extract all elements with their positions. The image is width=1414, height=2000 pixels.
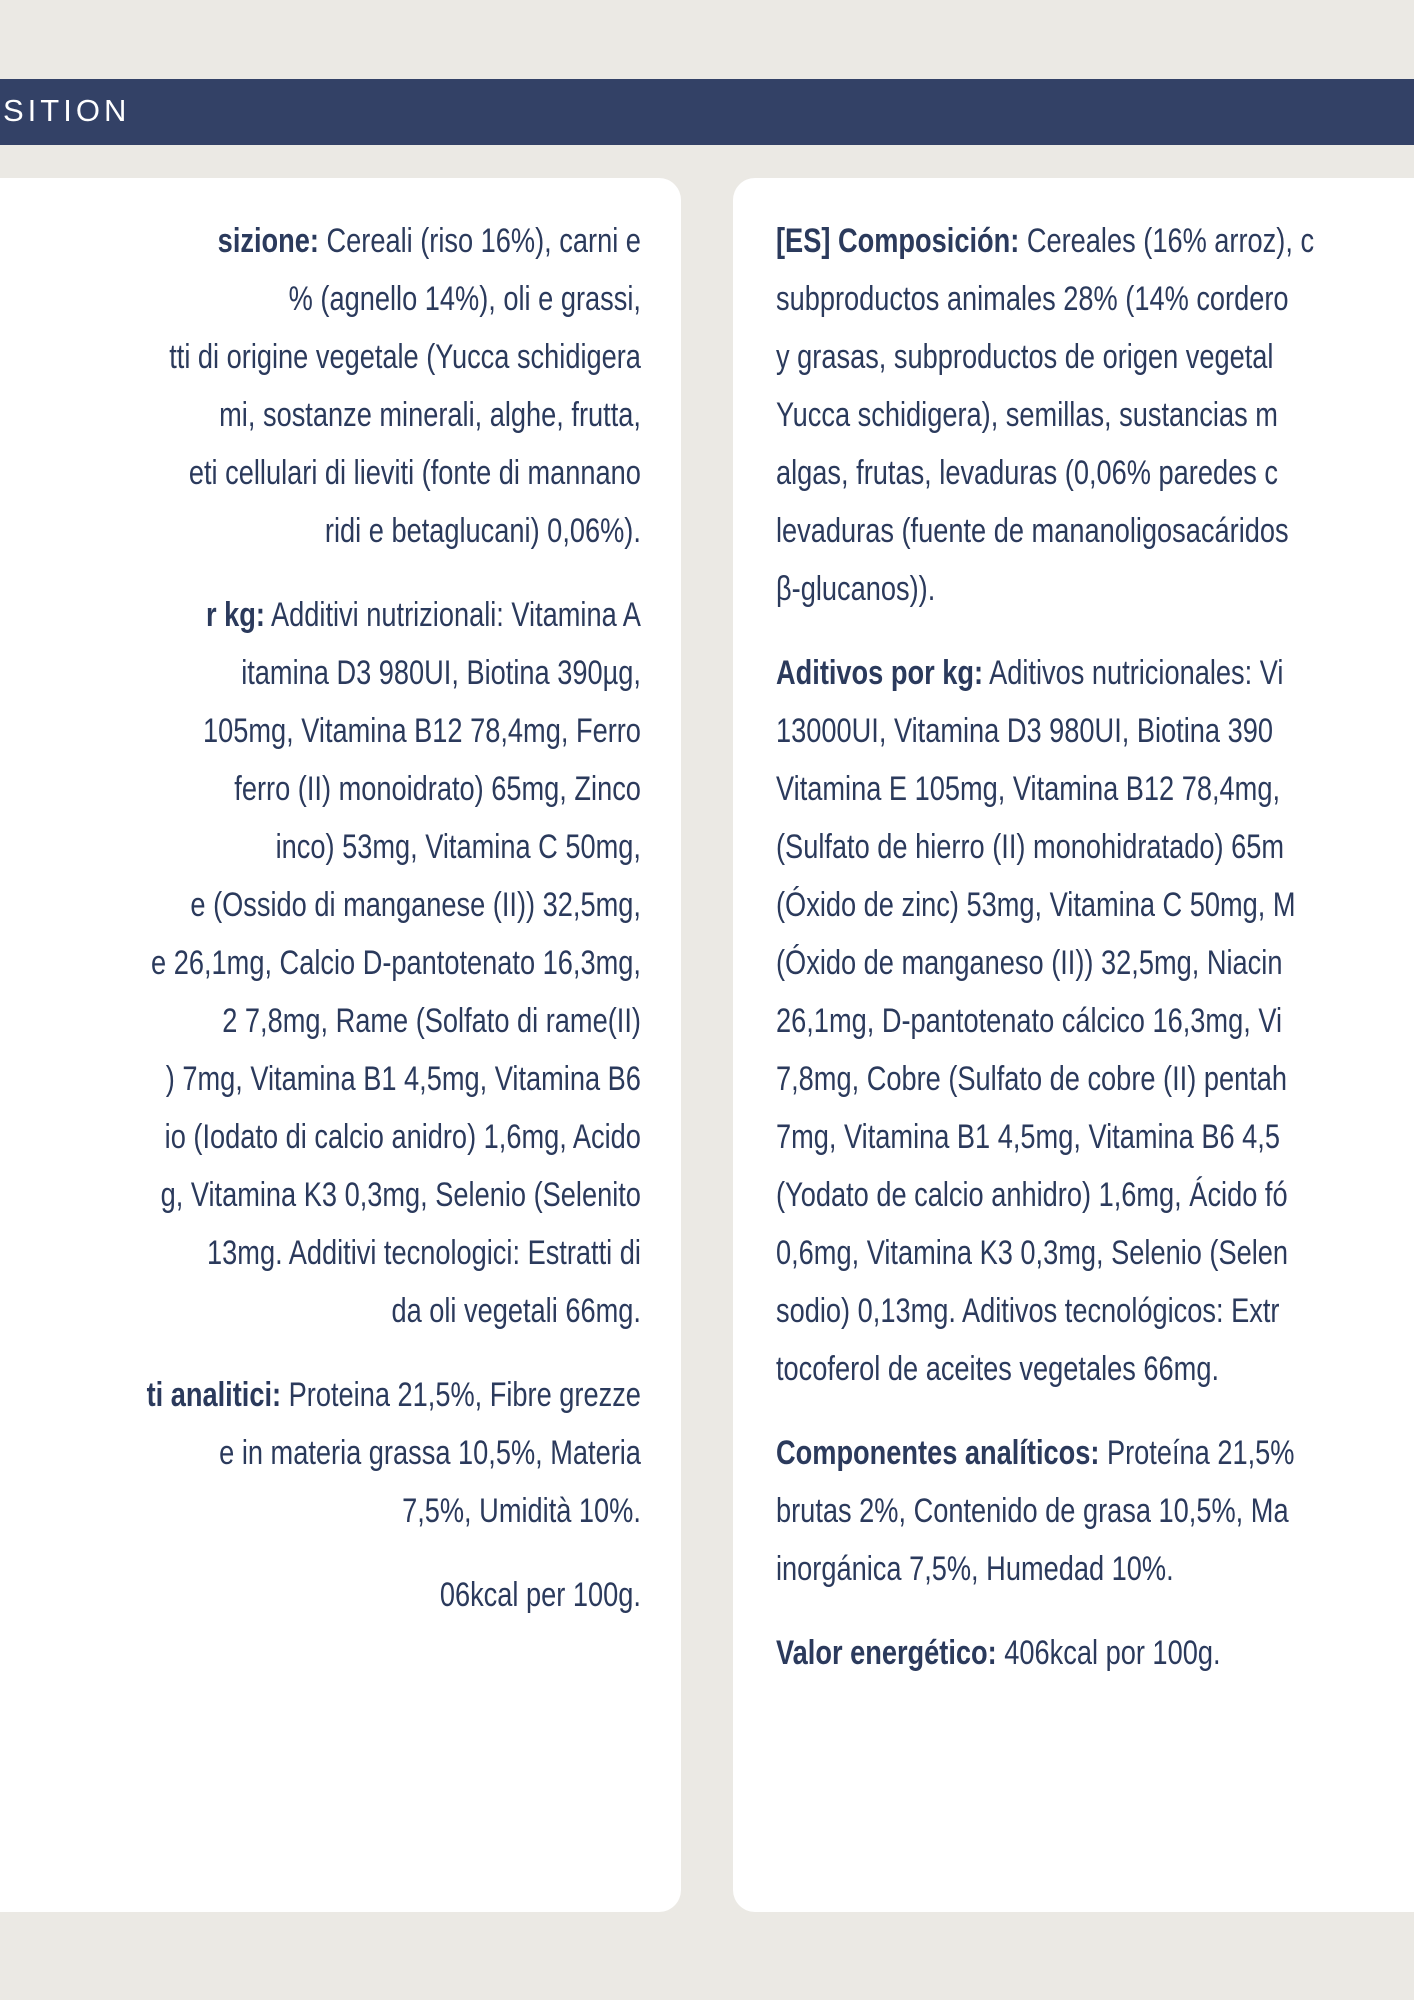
es-composition-block	[776, 212, 1414, 618]
text-line: itamina D3 980UI, Biotina 390µg,	[241, 654, 641, 692]
es-additives-block	[776, 644, 1414, 1398]
text-line: tti di origine vegetale (Yucca schidigera	[169, 338, 641, 376]
text-line: io (Iodato di calcio anidro) 1,6mg, Acido	[164, 1118, 642, 1156]
text-line: 2 7,8mg, Rame (Solfato di rame(II)	[222, 1002, 641, 1040]
composition-header-bar	[0, 79, 1414, 145]
text-line: % (agnello 14%), oli e grassi,	[288, 280, 641, 318]
text-line: levaduras (fuente de mananoligosacáridos	[776, 512, 1289, 550]
text-line: Aditivos por kg: Aditivos nutricionales: Vi	[776, 654, 1284, 692]
text-line: β-glucanos)).	[776, 570, 936, 608]
it-additives-label: r kg:	[206, 596, 266, 634]
text-line: Yucca schidigera), semillas, sustancias m	[776, 396, 1278, 434]
text-line: [ES] Composición: Cereales (16% arroz), c	[776, 222, 1315, 260]
text-line: sizione: Cereali (riso 16%), carni e	[217, 222, 641, 260]
text-line: brutas 2%, Contenido de grasa 10,5%, Ma	[776, 1492, 1289, 1530]
text-line: e (Ossido di manganese (II)) 32,5mg,	[190, 886, 642, 924]
it-composition-block	[23, 212, 641, 560]
text-line: 7,5%, Umidità 10%.	[402, 1492, 641, 1530]
text-line: 105mg, Vitamina B12 78,4mg, Ferro	[203, 712, 641, 750]
it-analytical-label: ti analitici:	[146, 1376, 282, 1414]
text-line: 7,8mg, Cobre (Sulfato de cobre (II) pentah	[776, 1060, 1288, 1098]
text-line: 26,1mg, D-pantotenato cálcico 16,3mg, Vi	[776, 1002, 1283, 1040]
text-line: ferro (II) monoidrato) 65mg, Zinco	[234, 770, 641, 808]
text-line: inorgánica 7,5%, Humedad 10%.	[776, 1550, 1174, 1588]
text-line: sodio) 0,13mg. Aditivos tecnológicos: Extr	[776, 1292, 1280, 1330]
it-analytical-block	[23, 1366, 641, 1540]
text-line: y grasas, subproductos de origen vegetal	[776, 338, 1274, 376]
es-composition-label: [ES] Composición:	[776, 222, 1020, 260]
text-line: 13mg. Additivi tecnologici: Estratti di	[207, 1234, 642, 1272]
text-line: 06kcal per 100g.	[439, 1576, 641, 1614]
text-line: e 26,1mg, Calcio D-pantotenato 16,3mg,	[151, 944, 642, 982]
italian-card-body	[23, 212, 641, 1650]
es-additives-label: Aditivos por kg:	[776, 654, 984, 692]
text-line: ) 7mg, Vitamina B1 4,5mg, Vitamina B6	[165, 1060, 641, 1098]
text-line: eti cellulari di lieviti (fonte di mannano	[188, 454, 641, 492]
text-line: (Sulfato de hierro (II) monohidratado) 65m	[776, 828, 1284, 866]
italian-composition-card	[0, 178, 681, 1912]
text-line: tocoferol de aceites vegetales 66mg.	[776, 1350, 1220, 1388]
it-additives-block	[23, 586, 641, 1340]
it-energy-block	[23, 1566, 641, 1624]
text-line: subproductos animales 28% (14% cordero	[776, 280, 1289, 318]
text-line: da oli vegetali 66mg.	[391, 1292, 641, 1330]
text-line: algas, frutas, levaduras (0,06% paredes c	[776, 454, 1278, 492]
it-composition-label: sizione:	[217, 222, 320, 260]
spanish-card-body	[776, 212, 1414, 1708]
es-analytical-block	[776, 1424, 1414, 1598]
es-energy-label: Valor energético:	[776, 1634, 997, 1672]
text-line: ti analitici: Proteina 21,5%, Fibre grezze	[146, 1376, 641, 1414]
text-line: e in materia grassa 10,5%, Materia	[219, 1434, 641, 1472]
text-line: g, Vitamina K3 0,3mg, Selenio (Selenito	[160, 1176, 641, 1214]
text-line: r kg: Additivi nutrizionali: Vitamina A	[206, 596, 641, 634]
text-line: Valor energético: 406kcal por 100g.	[776, 1634, 1221, 1672]
text-line: 0,6mg, Vitamina K3 0,3mg, Selenio (Selen	[776, 1234, 1289, 1272]
text-line: inco) 53mg, Vitamina C 50mg,	[275, 828, 641, 866]
spanish-composition-card	[733, 178, 1414, 1912]
text-line: 13000UI, Vitamina D3 980UI, Biotina 390	[776, 712, 1273, 750]
es-analytical-label: Componentes analíticos:	[776, 1434, 1100, 1472]
text-line: Vitamina E 105mg, Vitamina B12 78,4mg,	[776, 770, 1280, 808]
text-line: ridi e betaglucani) 0,06%).	[324, 512, 641, 550]
text-line: mi, sostanze minerali, alghe, frutta,	[219, 396, 641, 434]
text-line: (Yodato de calcio anhidro) 1,6mg, Ácido fó	[776, 1176, 1288, 1214]
text-line: (Óxido de manganeso (II)) 32,5mg, Niacin	[776, 944, 1283, 982]
es-energy-block	[776, 1624, 1414, 1682]
text-line: 7mg, Vitamina B1 4,5mg, Vitamina B6 4,5	[776, 1118, 1280, 1156]
header-title: SITION	[3, 93, 131, 128]
text-line: Componentes analíticos: Proteína 21,5%	[776, 1434, 1295, 1472]
text-line: (Óxido de zinc) 53mg, Vitamina C 50mg, M	[776, 886, 1296, 924]
